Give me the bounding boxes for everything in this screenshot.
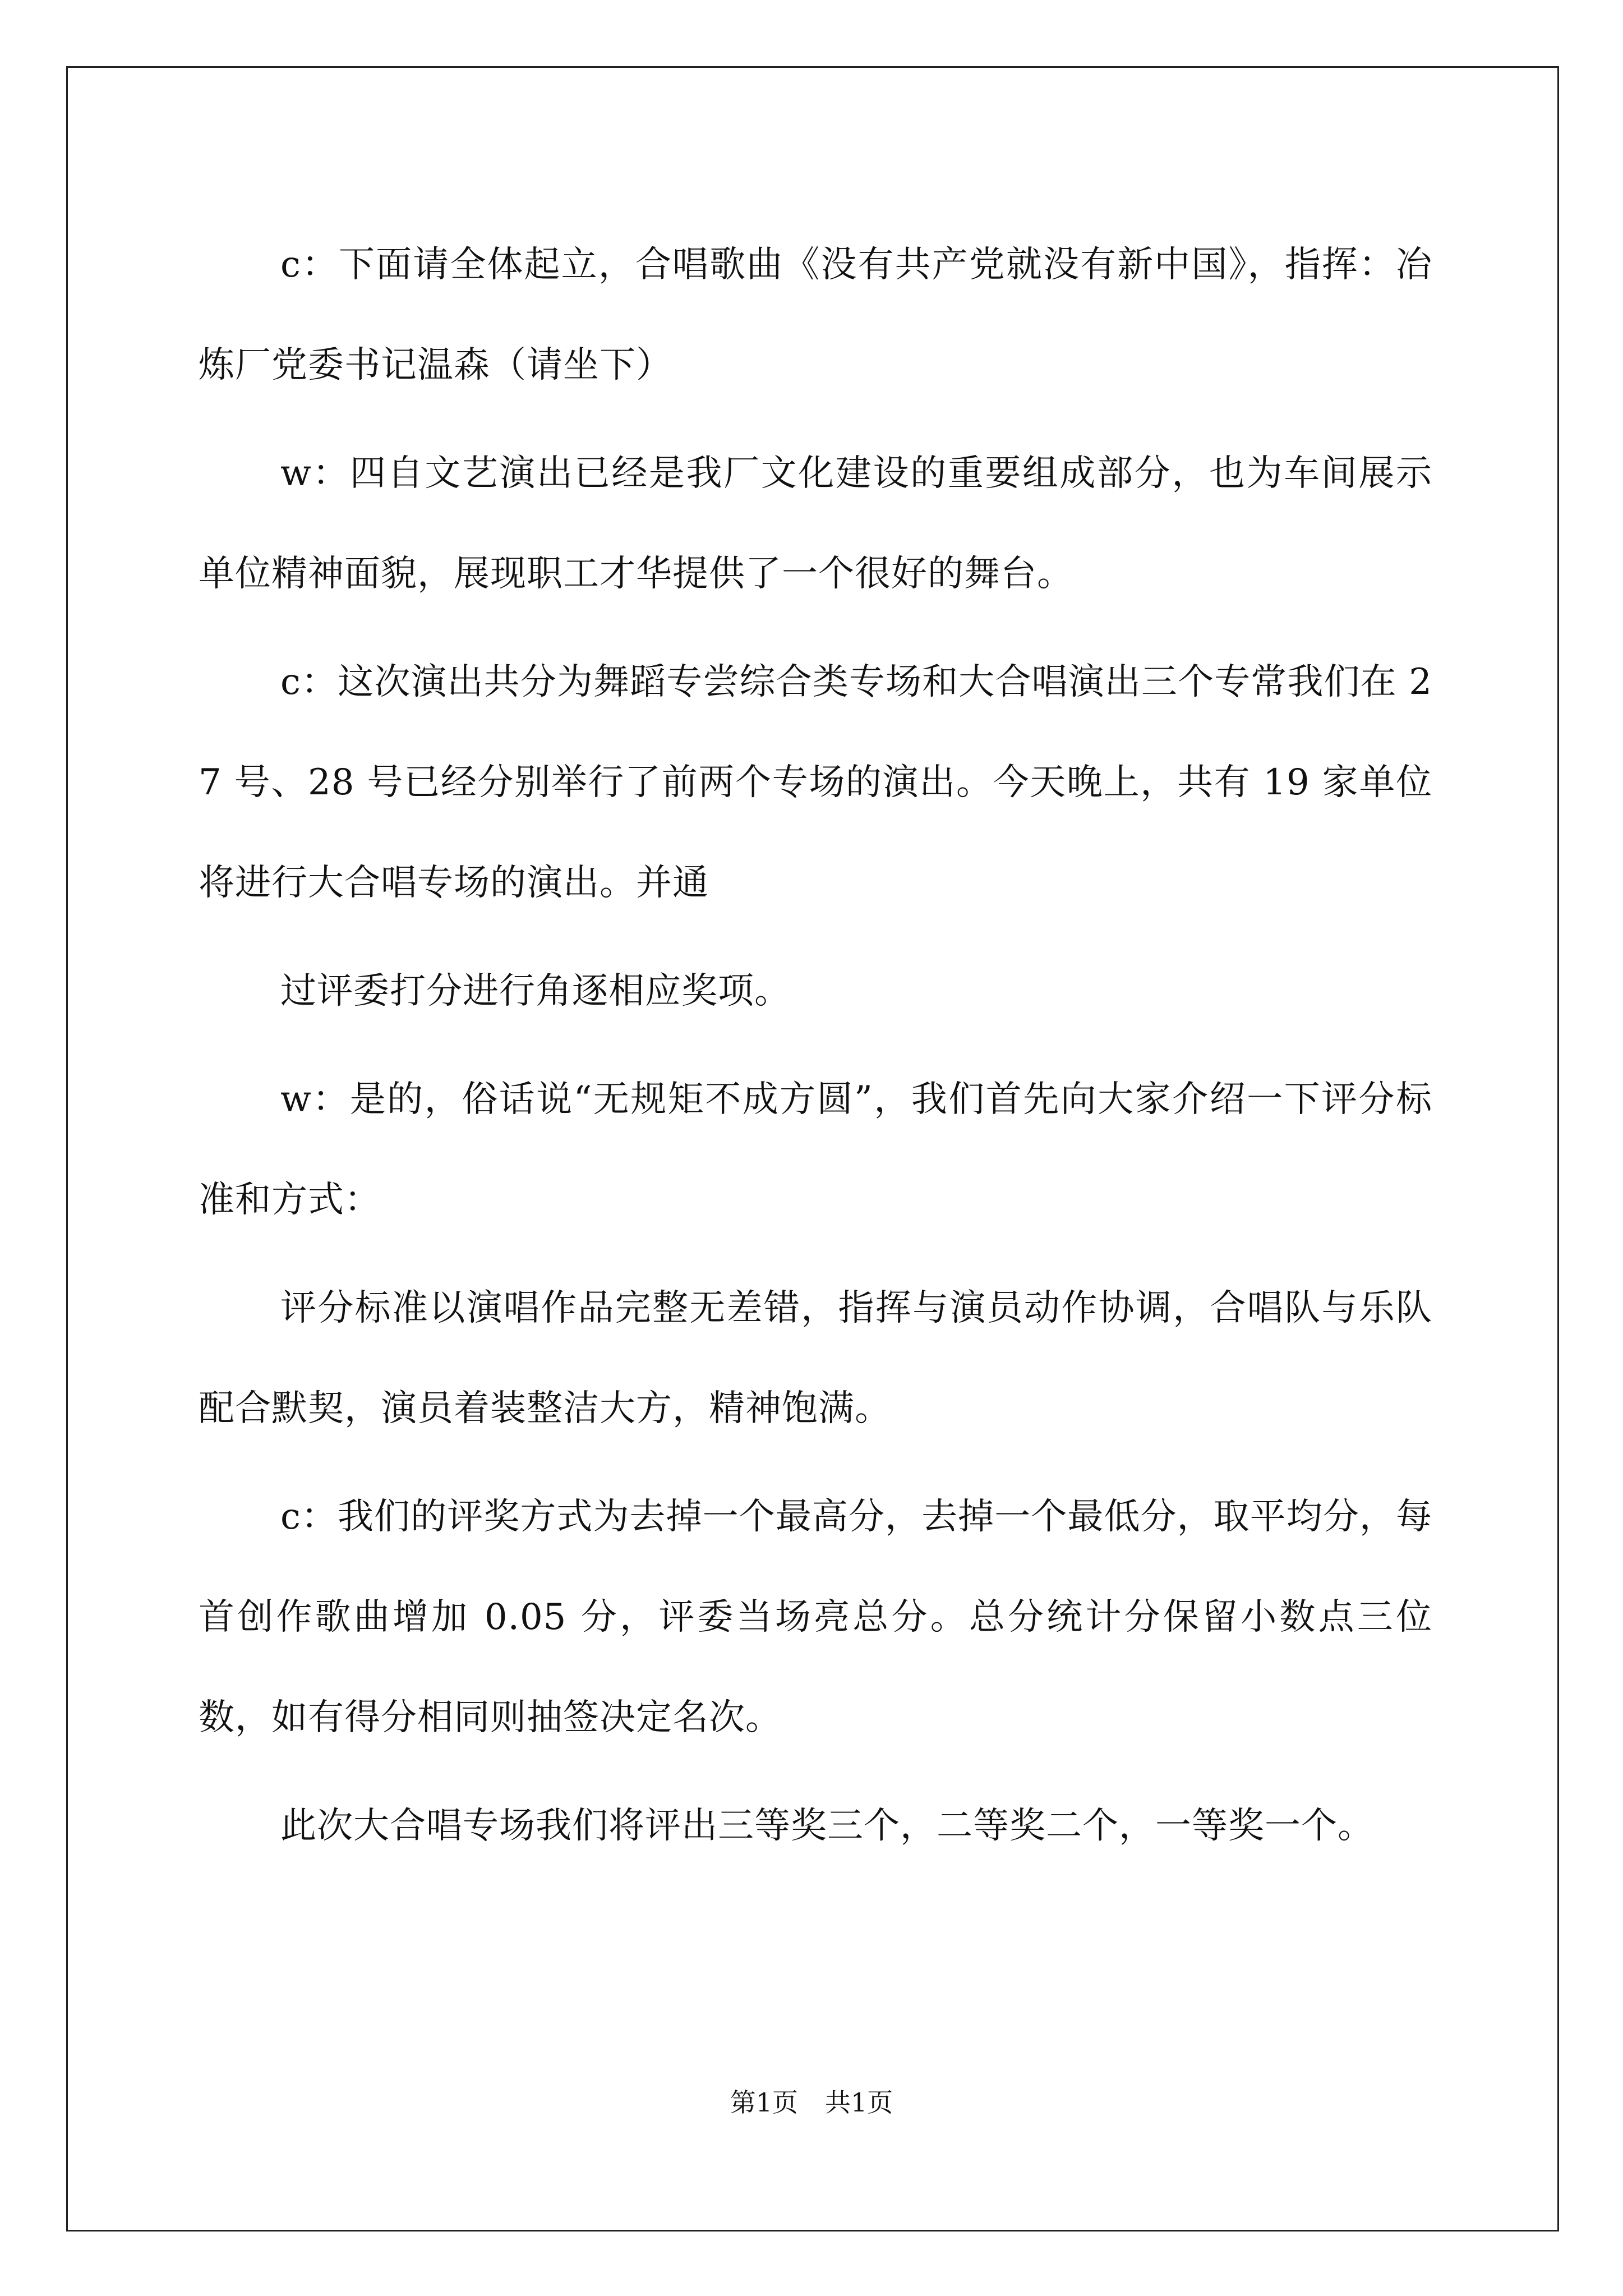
page-number: 第1页: [730, 2087, 798, 2118]
paragraph: 评分标准以演唱作品完整无差错，指挥与演员动作协调，合唱队与乐队配合默契，演员着装整洁大方，精神饱满。: [199, 1287, 1432, 1429]
document-body: [199, 215, 1432, 1884]
page-footer: [0, 2086, 1623, 2119]
paragraph: 过评委打分进行角逐相应奖项。: [280, 970, 791, 1012]
paragraph: w：是的，俗话说“无规矩不成方圆”，我们首先向大家介绍一下评分标准和方式：: [199, 1079, 1432, 1221]
page-total: 共1页: [825, 2087, 893, 2118]
paragraph: 此次大合唱专场我们将评出三等奖三个，二等奖二个，一等奖一个。: [280, 1805, 1374, 1847]
paragraph: c：下面请全体起立，合唱歌曲《没有共产党就没有新中国》，指挥：冶炼厂党委书记温森（请坐下）: [199, 244, 1432, 386]
paragraph: w：四自文艺演出已经是我厂文化建设的重要组成部分，也为车间展示单位精神面貌，展现职工才华提供了一个很好的舞台。: [199, 453, 1432, 595]
paragraph: c：这次演出共分为舞蹈专尝综合类专场和大合唱演出三个专常我们在 27 号、28 号已经分别举行了前两个专场的演出。今天晚上，共有 19 家单位将进行大合唱专场的演出。并通: [199, 661, 1432, 904]
paragraph: c：我们的评奖方式为去掉一个最高分，去掉一个最低分，取平均分，每首创作歌曲增加 0.05 分，评委当场亮总分。总分统计分保留小数点三位数，如有得分相同则抽签决定名次。: [199, 1496, 1432, 1738]
